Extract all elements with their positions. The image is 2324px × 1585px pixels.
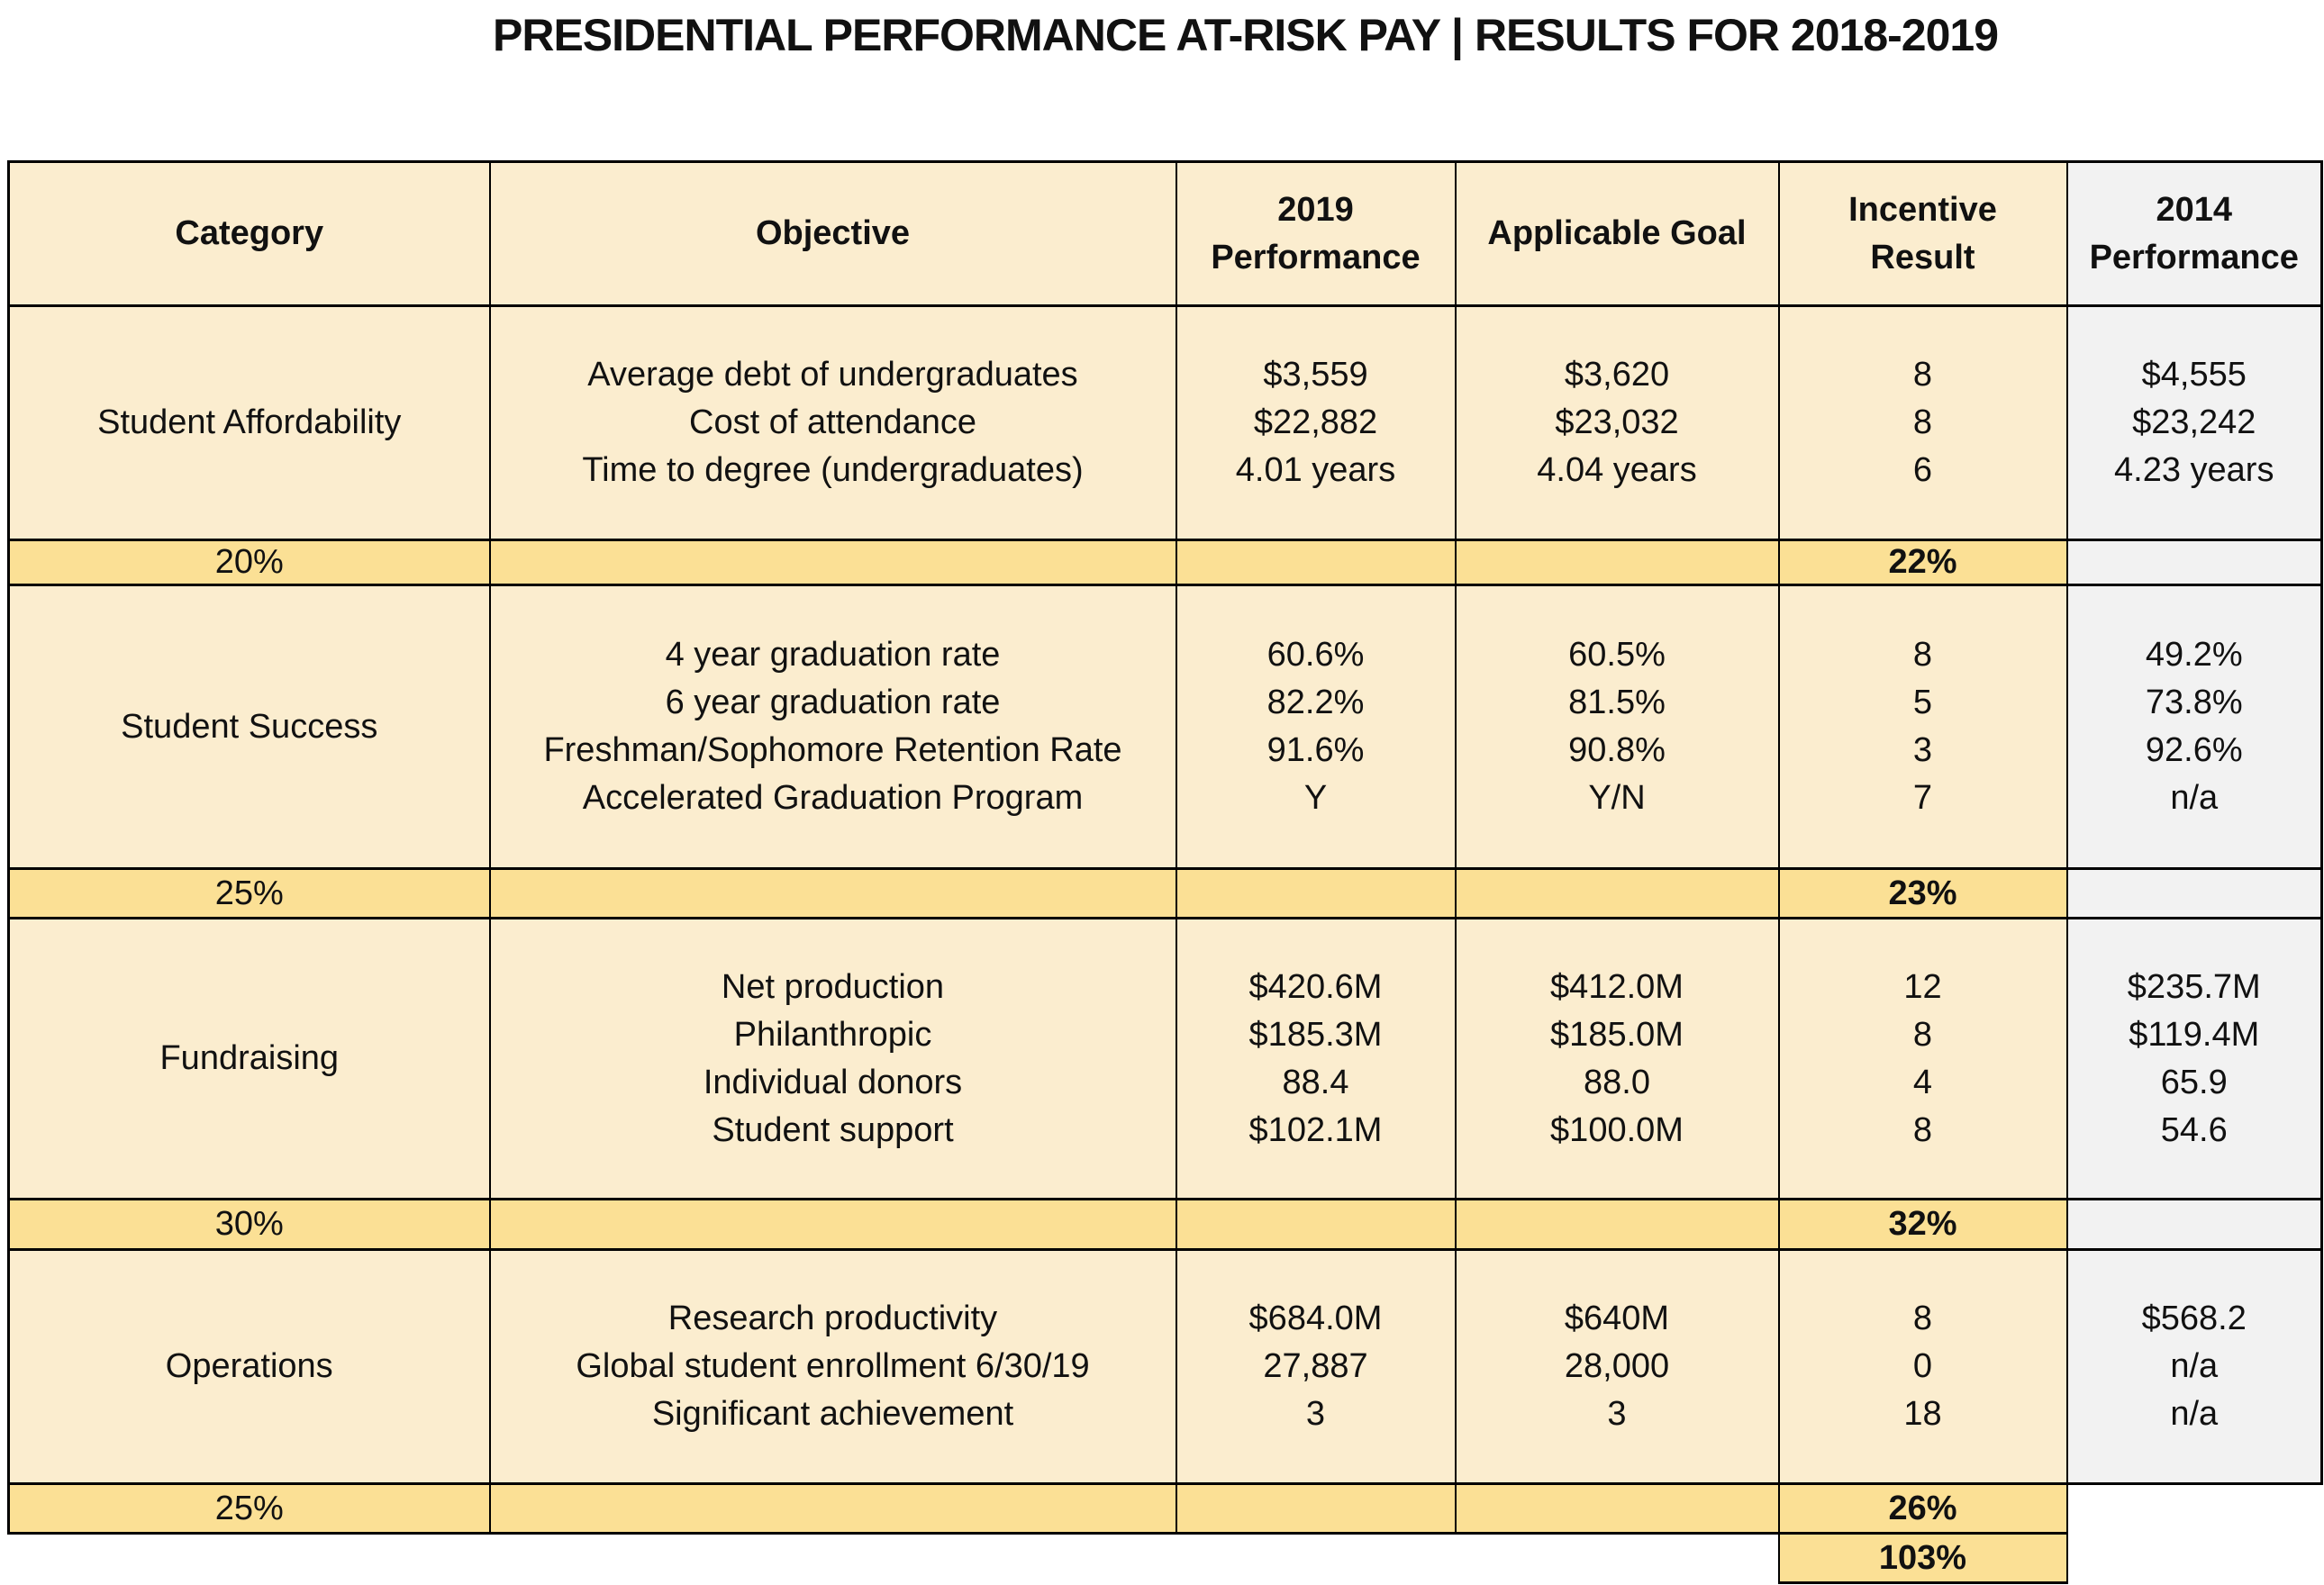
objective-line: Philanthropic	[733, 1015, 932, 1054]
grand-total-cell	[1779, 1534, 2067, 1583]
category-cell	[9, 1250, 490, 1484]
weight-cell	[9, 1484, 490, 1534]
section-row-fundraising	[9, 919, 2322, 1200]
category-label: Student Success	[121, 707, 378, 746]
header-objective	[490, 162, 1176, 306]
summary-row-student-affordability	[9, 540, 2322, 585]
header-applicable-goal: Applicable Goal	[1456, 162, 1779, 306]
category-cell	[9, 306, 490, 540]
objective-cell	[490, 585, 1176, 869]
performance-2019-cell: $3,559 $22,882 4.01 years	[1176, 306, 1456, 540]
incentive-result-cell: 8 5 3 7	[1779, 585, 2067, 869]
applicable-goal-cell: 60.5% 81.5% 90.8% Y/N	[1456, 585, 1779, 869]
header-category	[9, 162, 490, 306]
performance-2014-cell: $4,555 $23,242 4.23 years	[2067, 306, 2322, 540]
incentive-result-cell: 8 0 18	[1779, 1250, 2067, 1484]
section-row-student-affordability	[9, 306, 2322, 540]
weight-value: 20%	[214, 543, 284, 581]
header-row	[9, 162, 2322, 306]
section-row-student-success	[9, 585, 2322, 869]
weight-value: 25%	[214, 874, 284, 912]
objective-line: Freshman/Sophomore Retention Rate	[543, 731, 1122, 769]
category-label: Student Affordability	[97, 403, 402, 441]
category-label: Fundraising	[159, 1039, 340, 1077]
performance-2014-cell: $235.7M $119.4M 65.9 54.6	[2067, 919, 2322, 1200]
weight-value: 25%	[214, 1489, 284, 1527]
objective-line: Student support	[712, 1110, 954, 1149]
weight-cell	[9, 1200, 490, 1250]
incentive-total-value: 23%	[1888, 874, 1957, 912]
objective-cell	[490, 919, 1176, 1200]
header-2019-performance: 2019 Performance	[1176, 162, 1456, 306]
header-incentive-result: Incentive Result	[1779, 162, 2067, 306]
grand-total-row	[9, 1534, 2322, 1583]
performance-2014-cell: 49.2% 73.8% 92.6% n/a	[2067, 585, 2322, 869]
page-title: PRESIDENTIAL PERFORMANCE AT-RISK PAY | RESULTS FOR 2018-2019	[492, 10, 1999, 60]
objective-line: 4 year graduation rate	[665, 636, 1001, 674]
applicable-goal-cell: $640M 28,000 3	[1456, 1250, 1779, 1484]
objective-line: Cost of attendance	[689, 403, 976, 441]
results-table	[7, 160, 2323, 1584]
incentive-result-cell: 12 8 4 8	[1779, 919, 2067, 1200]
summary-row-student-success	[9, 869, 2322, 919]
section-row-operations	[9, 1250, 2322, 1484]
grand-total-value: 103%	[1878, 1538, 1967, 1577]
objective-line: Net production	[721, 967, 945, 1006]
weight-cell	[9, 869, 490, 919]
category-cell	[9, 919, 490, 1200]
objective-line: Global student enrollment 6/30/19	[576, 1347, 1090, 1385]
incentive-total-cell	[1779, 1200, 2067, 1250]
summary-row-fundraising	[9, 1200, 2322, 1250]
weight-value: 30%	[214, 1205, 284, 1243]
incentive-total-cell	[1779, 869, 2067, 919]
performance-2019-cell: $420.6M $185.3M 88.4 $102.1M	[1176, 919, 1456, 1200]
header-2014-performance: 2014 Performance	[2067, 162, 2322, 306]
objective-line: Average debt of undergraduates	[587, 356, 1078, 394]
performance-2019-cell: 60.6% 82.2% 91.6% Y	[1176, 585, 1456, 869]
objective-line: Time to degree (undergraduates)	[582, 451, 1084, 489]
applicable-goal-cell: $412.0M $185.0M 88.0 $100.0M	[1456, 919, 1779, 1200]
incentive-total-cell	[1779, 540, 2067, 585]
category-label: Operations	[165, 1347, 333, 1385]
applicable-goal-cell: $3,620 $23,032 4.04 years	[1456, 306, 1779, 540]
objective-line: Significant achievement	[651, 1395, 1014, 1433]
header-category-label: Category	[175, 214, 324, 252]
incentive-total-value: 22%	[1888, 543, 1957, 581]
incentive-total-cell	[1779, 1484, 2067, 1534]
weight-cell	[9, 540, 490, 585]
objective-line: Individual donors	[703, 1063, 963, 1101]
objective-line: Accelerated Graduation Program	[582, 779, 1084, 817]
incentive-result-cell: 8 8 6	[1779, 306, 2067, 540]
objective-cell	[490, 1250, 1176, 1484]
objective-line: 6 year graduation rate	[665, 684, 1001, 721]
objective-cell	[490, 306, 1176, 540]
category-cell	[9, 585, 490, 869]
incentive-total-value: 32%	[1888, 1205, 1957, 1243]
performance-2014-cell: $568.2 n/a n/a	[2067, 1250, 2322, 1484]
performance-2019-cell: $684.0M 27,887 3	[1176, 1250, 1456, 1484]
incentive-total-value: 26%	[1888, 1489, 1957, 1527]
objective-line: Research productivity	[667, 1300, 998, 1337]
summary-row-operations	[9, 1484, 2322, 1534]
header-objective-label: Objective	[755, 214, 911, 252]
